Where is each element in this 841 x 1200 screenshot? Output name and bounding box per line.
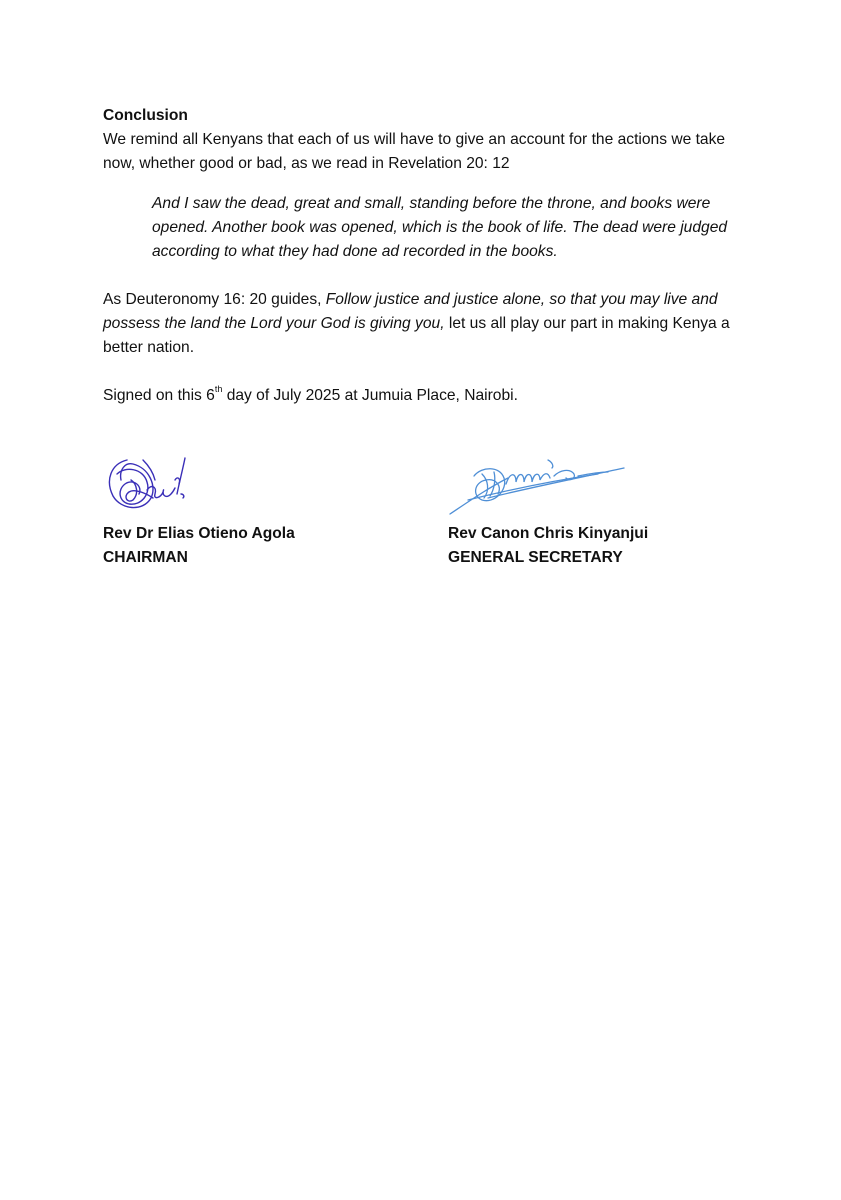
ordinal-suffix: th xyxy=(214,383,223,394)
secretary-title: GENERAL SECRETARY xyxy=(448,549,623,566)
intro-paragraph: We remind all Kenyans that each of us will have to give an account for the actions we take now, whether good or bad, as we read in Revelation 20: 12 xyxy=(103,131,726,172)
signed-prefix: Signed on this 6 xyxy=(103,387,215,404)
secretary-signature xyxy=(448,450,638,522)
chairman-name: Rev Dr Elias Otieno Agola xyxy=(103,525,295,542)
deuteronomy-paragraph xyxy=(103,288,753,360)
chairman-signature xyxy=(103,450,213,522)
signed-suffix: day of July 2025 at Jumuia Place, Nairobi. xyxy=(222,387,518,404)
section-heading: Conclusion xyxy=(103,107,188,124)
chairman-signature-block xyxy=(103,450,353,570)
signed-statement xyxy=(103,384,753,408)
deuteronomy-suffix: let us all play our part in making Kenya a better nation. xyxy=(103,315,730,356)
conclusion-section xyxy=(103,104,753,408)
deuteronomy-prefix: As Deuteronomy 16: 20 guides, xyxy=(103,291,326,308)
deuteronomy-quote: Follow justice and justice alone, so that you may live and possess the land the Lord your God is giving you, xyxy=(103,291,718,332)
secretary-name: Rev Canon Chris Kinyanjui xyxy=(448,525,649,542)
scripture-quote: And I saw the dead, great and small, standing before the throne, and books were opened. Another book was opened, which is the book of life. The dead were judged according to what they had done ad recorded in the books. xyxy=(152,195,728,260)
chairman-title: CHAIRMAN xyxy=(103,549,188,566)
secretary-signature-block xyxy=(448,450,698,570)
